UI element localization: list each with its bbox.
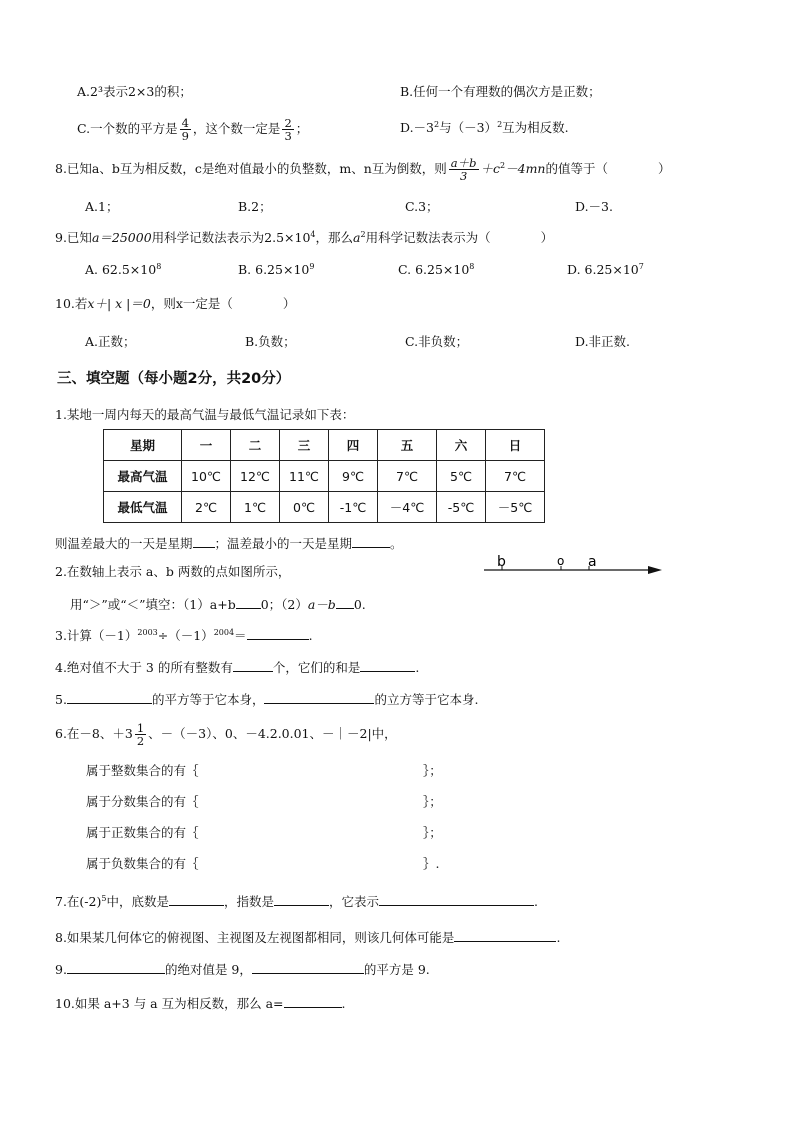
- f8-stem: 8.如果某几何体它的俯视图、主视图及左视图都相同，则该几何体可能是 .: [55, 930, 561, 945]
- table-cell: 5℃: [437, 461, 486, 492]
- arrow-icon: [648, 566, 662, 574]
- table-cell: 10℃: [182, 461, 231, 492]
- table-cell: 五: [378, 430, 437, 461]
- table-cell: 9℃: [329, 461, 378, 492]
- q8-option-a: A.1；: [85, 199, 119, 214]
- table-cell: 2℃: [182, 492, 231, 523]
- q7-option-b: B.任何一个有理数的偶次方是正数；: [400, 84, 601, 99]
- fraction: $\frac{a+b}{3}$: [450, 156, 477, 183]
- origin-label: o: [557, 554, 565, 568]
- f2-fill: 用“＞”或“＜”填空：（1）a+b 0；（2）a－b 0.: [70, 597, 366, 612]
- q10-stem: 10.若x＋| x |＝0，则x一定是（ ）: [55, 296, 296, 311]
- q9-option-b: B. $6.25\times 10^9$: [238, 261, 315, 277]
- q9-option-c: C. $6.25\times 10^8$: [398, 261, 475, 277]
- f6-set-close: ｝；: [423, 763, 442, 778]
- table-cell: 1℃: [231, 492, 280, 523]
- answer-blank[interactable]: [236, 595, 261, 609]
- f6-set-close: ｝；: [423, 794, 442, 809]
- fraction: $\frac{2}{3}$: [284, 116, 292, 143]
- f6-set-close: ｝；: [423, 825, 442, 840]
- answer-blank[interactable]: [67, 960, 165, 974]
- table-header-row: [104, 430, 545, 461]
- q10-option-c: C.非负数；: [405, 334, 469, 349]
- table-cell: 一: [182, 430, 231, 461]
- q8-option-c: C.3；: [405, 199, 439, 214]
- q8-option-b: B.2；: [238, 199, 272, 214]
- q10-option-a: A.正数；: [85, 334, 136, 349]
- f6-set-integers: 属于整数集合的有｛: [86, 763, 199, 778]
- table-cell: 星期: [104, 430, 182, 461]
- f6-set-positive: 属于正数集合的有｛: [86, 825, 199, 840]
- f2-stem: 2.在数轴上表示 a、b 两数的点如图所示，: [55, 564, 291, 579]
- q7-option-a: A.2³表示2×3的积；: [77, 84, 192, 99]
- answer-blank[interactable]: [252, 960, 364, 974]
- f6-stem: 6.在－8、＋3 $\frac{1}{2}$ 、－（－3）、0、－4.2.0.01、－｜－2|中，: [55, 721, 397, 748]
- table-cell: 7℃: [378, 461, 437, 492]
- f6-set-fractions: 属于分数集合的有｛: [86, 794, 199, 809]
- table-cell: 最高气温: [104, 461, 182, 492]
- f5-stem: 5. 的平方等于它本身， 的立方等于它本身.: [55, 692, 479, 707]
- f9-stem: 9. 的绝对值是 9， 的平方是 9.: [55, 962, 430, 977]
- point-label-b: b: [497, 554, 506, 570]
- table-row: [104, 461, 545, 492]
- q9-option-a: A. $62.5\times 10^8$: [85, 261, 162, 277]
- f1-answer-line: 则温差最大的一天是星期 ；温差最小的一天是星期 。: [55, 536, 403, 551]
- table-cell: -1℃: [329, 492, 378, 523]
- f4-stem: 4.绝对值不大于 3 的所有整数有 个，它们的和是 .: [55, 660, 420, 675]
- table-cell: -5℃: [437, 492, 486, 523]
- f1-stem: 1.某地一周内每天的最高气温与最低气温记录如下表：: [55, 407, 355, 422]
- table-cell: －4℃: [378, 492, 437, 523]
- point-label-a: a: [588, 554, 597, 570]
- q7-option-c: C.一个数的平方是 $\frac{4}{9}$ ，这个数一定是 $\frac{2}{3}$ ；: [77, 116, 309, 143]
- table-cell: －5℃: [486, 492, 545, 523]
- table-cell: 三: [280, 430, 329, 461]
- answer-blank[interactable]: [284, 994, 342, 1008]
- q8-option-d: D.－3.: [575, 199, 613, 214]
- answer-blank[interactable]: [193, 534, 215, 548]
- f6-set-negative: 属于负数集合的有｛: [86, 856, 199, 871]
- answer-blank[interactable]: [67, 690, 152, 704]
- answer-blank[interactable]: [264, 690, 374, 704]
- f6-set-close: ｝.: [423, 856, 440, 871]
- table-cell: 0℃: [280, 492, 329, 523]
- answer-blank[interactable]: [454, 928, 556, 942]
- answer-blank[interactable]: [247, 626, 309, 640]
- table-cell: 二: [231, 430, 280, 461]
- table-cell: 12℃: [231, 461, 280, 492]
- answer-blank[interactable]: [379, 892, 534, 906]
- fraction: $\frac{4}{9}$: [181, 116, 189, 143]
- table-cell: 最低气温: [104, 492, 182, 523]
- q10-option-b: B.负数；: [245, 334, 296, 349]
- q9-option-d: D. $6.25\times 10^7$: [567, 261, 644, 277]
- table-row: [104, 492, 545, 523]
- table-cell: 六: [437, 430, 486, 461]
- fraction: $\frac{1}{2}$: [136, 721, 145, 748]
- answer-blank[interactable]: [169, 892, 224, 906]
- table-cell: 四: [329, 430, 378, 461]
- section-title: 三、填空题（每小题2分，共20分）: [57, 371, 291, 387]
- table-cell: 7℃: [486, 461, 545, 492]
- f3-stem: 3.计算$(-1)^{2003}\div(-1)^{2004}=$ .: [55, 627, 313, 643]
- q10-option-d: D.非正数.: [575, 334, 631, 349]
- f7-stem: 7.在$(-2)^5$中，底数是 ，指数是 ，它表示 .: [55, 893, 538, 909]
- answer-blank[interactable]: [360, 658, 415, 672]
- table-cell: 日: [486, 430, 545, 461]
- number-line-diagram: [480, 548, 665, 578]
- answer-blank[interactable]: [336, 595, 354, 609]
- q9-stem: 9.已知a＝25000用科学记数法表示为$2.5\times 10^4$，那么$a^2$用科学记数法表示为（ ）: [55, 229, 554, 245]
- answer-blank[interactable]: [352, 534, 390, 548]
- q7-option-d: $D.-3^2$与$(-3)^2$互为相反数.: [400, 119, 569, 135]
- q8-stem: 8.已知a、b互为相反数，c是绝对值最小的负整数，m、n互为倒数，则 $\frac{a+b}{3}$ $+c^2-4mn$的值等于（ ）: [55, 156, 671, 183]
- f10-stem: 10.如果 a+3 与 a 互为相反数，那么 a= .: [55, 996, 346, 1011]
- answer-blank[interactable]: [233, 658, 273, 672]
- answer-blank[interactable]: [274, 892, 329, 906]
- temperature-table: [103, 429, 545, 523]
- table-cell: 11℃: [280, 461, 329, 492]
